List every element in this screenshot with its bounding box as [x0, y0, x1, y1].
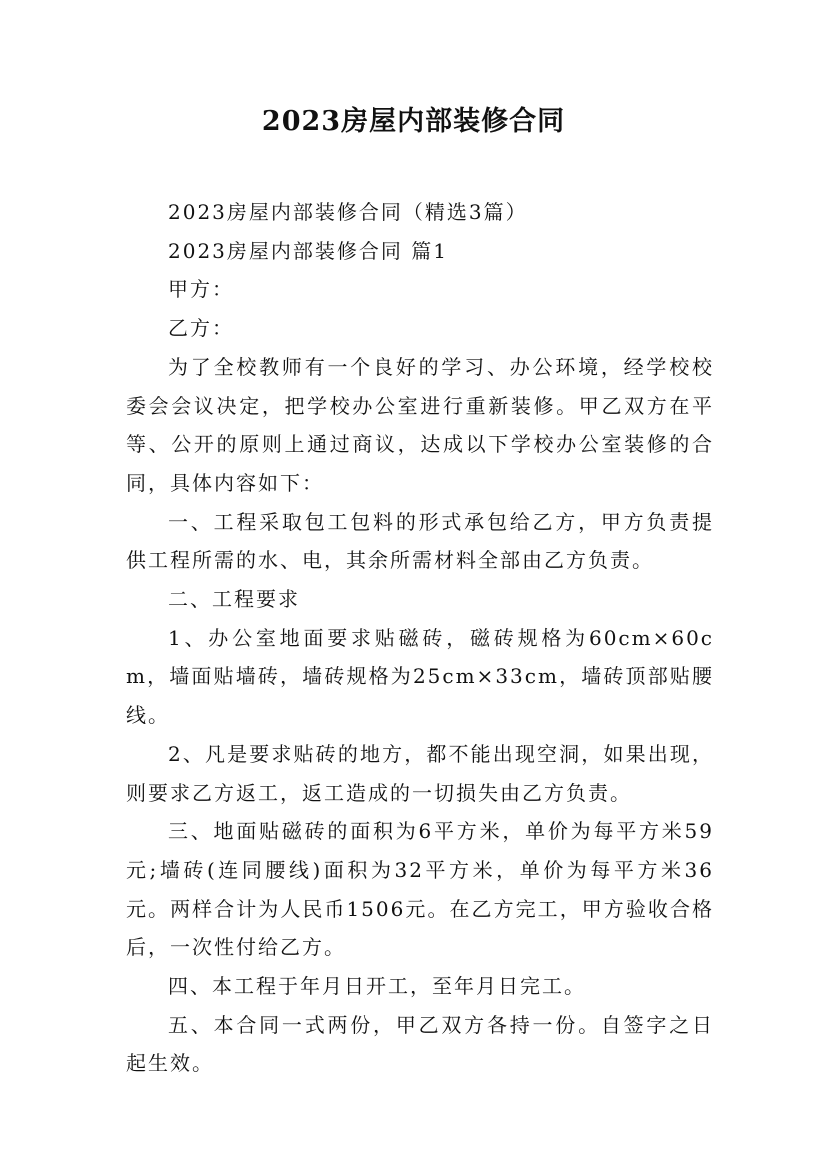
paragraph-party-a: 甲方：	[168, 277, 234, 302]
document-body	[126, 193, 714, 1083]
paragraph-clause-3: 三、地面贴磁砖的面积为6平方米，单价为每平方米59元;墙砖(连同腰线)面积为32平方米，单价为每平方米36元。两样合计为人民币1506元。在乙方完工，甲方验收合格后，一次性付给乙方。	[126, 819, 714, 960]
paragraph-clause-2-item-2: 2、凡是要求贴砖的地方，都不能出现空洞，如果出现，则要求乙方返工，返工造成的一切损失由乙方负责。	[126, 741, 714, 805]
paragraph-section-heading: 2023房屋内部装修合同 篇1	[168, 238, 448, 263]
paragraph-clause-5: 五、本合同一式两份，甲乙双方各持一份。自签字之日起生效。	[126, 1012, 714, 1076]
paragraph-party-b: 乙方：	[168, 316, 234, 341]
document-title: 2023房屋内部装修合同	[261, 106, 566, 137]
paragraph-clause-2-item-1: 1、办公室地面要求贴磁砖，磁砖规格为60cm×60cm，墙面贴墙砖，墙砖规格为25cm×33cm，墙砖顶部贴腰线。	[126, 625, 714, 728]
paragraph-clause-1: 一、工程采取包工包料的形式承包给乙方，甲方负责提供工程所需的水、电，其余所需材料全部由乙方负责。	[126, 509, 714, 573]
paragraph-clause-4: 四、本工程于年月日开工，至年月日完工。	[168, 974, 586, 999]
paragraph-clause-2-heading: 二、工程要求	[168, 587, 300, 612]
paragraph-preamble: 为了全校教师有一个良好的学习、办公环境，经学校校委会会议决定，把学校办公室进行重新装修。甲乙双方在平等、公开的原则上通过商议，达成以下学校办公室装修的合同，具体内容如下：	[126, 354, 714, 495]
paragraph-subtitle: 2023房屋内部装修合同（精选3篇）	[168, 200, 528, 224]
